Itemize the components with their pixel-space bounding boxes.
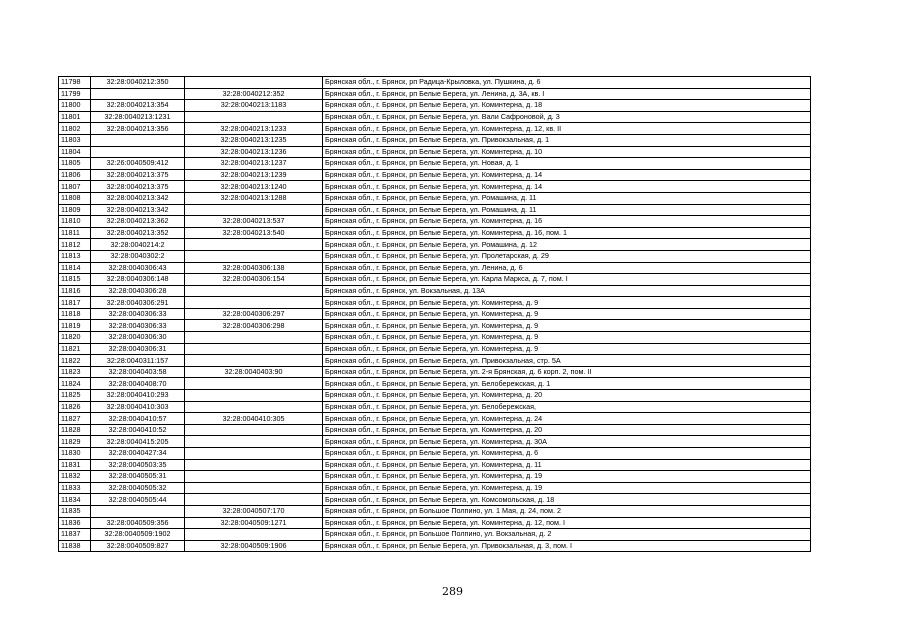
- table-row: [59, 262, 811, 274]
- row-number-cell: 11838: [59, 540, 91, 552]
- table-row: [59, 505, 811, 517]
- cadastral-number-cell: 32:28:0040410:303: [91, 401, 185, 413]
- cadastral-number-cell: 32:28:0040213:1231: [91, 111, 185, 123]
- address-cell: Брянская обл., г. Брянск, рп Белые Берега, ул. Коминтерна, д. 11: [323, 459, 811, 471]
- related-cadastral-number-cell: 32:28:0040306:138: [185, 262, 323, 274]
- row-number-cell: 11836: [59, 517, 91, 529]
- table-row: [59, 192, 811, 204]
- row-number-cell: 11822: [59, 355, 91, 367]
- row-number-cell: 11815: [59, 274, 91, 286]
- cadastral-number-cell: 32:28:0040505:31: [91, 471, 185, 483]
- table-row: [59, 471, 811, 483]
- cadastral-number-cell: 32:28:0040306:33: [91, 320, 185, 332]
- related-cadastral-number-cell: [185, 424, 323, 436]
- table-row: [59, 204, 811, 216]
- table-row: [59, 216, 811, 228]
- address-cell: Брянская обл., г. Брянск, рп Белые Берега, ул. Коминтерна, д. 9: [323, 297, 811, 309]
- row-number-cell: 11805: [59, 158, 91, 170]
- related-cadastral-number-cell: [185, 401, 323, 413]
- related-cadastral-number-cell: [185, 355, 323, 367]
- cadastral-number-cell: 32:28:0040410:293: [91, 390, 185, 402]
- cadastral-number-cell: 32:28:0040505:32: [91, 482, 185, 494]
- table-row: [59, 494, 811, 506]
- row-number-cell: 11804: [59, 146, 91, 158]
- table-row: [59, 436, 811, 448]
- table-row: [59, 169, 811, 181]
- cadastral-number-cell: 32:28:0040509:827: [91, 540, 185, 552]
- cadastral-number-cell: 32:28:0040306:43: [91, 262, 185, 274]
- related-cadastral-number-cell: 32:28:0040213:1240: [185, 181, 323, 193]
- related-cadastral-number-cell: [185, 482, 323, 494]
- table-row: [59, 343, 811, 355]
- register-table-body: [59, 77, 811, 552]
- table-row: [59, 355, 811, 367]
- address-cell: Брянская обл., г. Брянск, рп Белые Берега, ул. Белобережская, д. 1: [323, 378, 811, 390]
- address-cell: Брянская обл., г. Брянск, рп Белые Берега, ул. Ромашина, д. 11: [323, 204, 811, 216]
- address-cell: Брянская обл., г. Брянск, рп Белые Берега, ул. Коминтерна, д. 12, кв. II: [323, 123, 811, 135]
- row-number-cell: 11823: [59, 366, 91, 378]
- related-cadastral-number-cell: [185, 239, 323, 251]
- address-cell: Брянская обл., г. Брянск, рп Белые Берега, ул. Коминтерна, д. 16: [323, 216, 811, 228]
- cadastral-number-cell: 32:28:0040214:2: [91, 239, 185, 251]
- row-number-cell: 11821: [59, 343, 91, 355]
- table-row: [59, 332, 811, 344]
- table-row: [59, 285, 811, 297]
- row-number-cell: 11837: [59, 529, 91, 541]
- related-cadastral-number-cell: [185, 459, 323, 471]
- cadastral-number-cell: 32:28:0040306:30: [91, 332, 185, 344]
- related-cadastral-number-cell: [185, 77, 323, 89]
- related-cadastral-number-cell: 32:28:0040403:90: [185, 366, 323, 378]
- related-cadastral-number-cell: [185, 204, 323, 216]
- row-number-cell: 11827: [59, 413, 91, 425]
- table-row: [59, 413, 811, 425]
- table-row: [59, 529, 811, 541]
- related-cadastral-number-cell: 32:28:0040306:154: [185, 274, 323, 286]
- row-number-cell: 11820: [59, 332, 91, 344]
- table-row: [59, 274, 811, 286]
- address-cell: Брянская обл., г. Брянск, рп Белые Берега, ул. Ленина, д. 3А, кв. I: [323, 88, 811, 100]
- row-number-cell: 11801: [59, 111, 91, 123]
- cadastral-number-cell: 32:28:0040306:28: [91, 285, 185, 297]
- table-row: [59, 297, 811, 309]
- table-row: [59, 366, 811, 378]
- row-number-cell: 11830: [59, 448, 91, 460]
- table-row: [59, 320, 811, 332]
- row-number-cell: 11799: [59, 88, 91, 100]
- cadastral-number-cell: 32:28:0040427:34: [91, 448, 185, 460]
- cadastral-number-cell: 32:28:0040403:58: [91, 366, 185, 378]
- related-cadastral-number-cell: [185, 436, 323, 448]
- address-cell: Брянская обл., г. Брянск, рп Белые Берега, ул. Коминтерна, д. 19: [323, 482, 811, 494]
- related-cadastral-number-cell: 32:28:0040213:1236: [185, 146, 323, 158]
- address-cell: Брянская обл., г. Брянск, рп Белые Берега, ул. Коминтерна, д. 9: [323, 320, 811, 332]
- address-cell: Брянская обл., г. Брянск, рп Белые Берега, ул. Привокзальная, стр. 5А: [323, 355, 811, 367]
- table-row: [59, 459, 811, 471]
- address-cell: Брянская обл., г. Брянск, рп Белые Берега, ул. 2-я Брянская, д. 6 корп. 2, пом. II: [323, 366, 811, 378]
- address-cell: Брянская обл., г. Брянск, рп Белые Берега, ул. Белобережская,: [323, 401, 811, 413]
- address-cell: Брянская обл., г. Брянск, рп Большое Полпино, ул. Вокзальная, д. 2: [323, 529, 811, 541]
- register-table: [58, 76, 811, 552]
- cadastral-number-cell: 32:28:0040415:205: [91, 436, 185, 448]
- related-cadastral-number-cell: 32:28:0040410:305: [185, 413, 323, 425]
- related-cadastral-number-cell: [185, 343, 323, 355]
- address-cell: Брянская обл., г. Брянск, рп Белые Берега, ул. Комсомольская, д. 18: [323, 494, 811, 506]
- address-cell: Брянская обл., г. Брянск, рп Белые Берега, ул. Привокзальная, д. 3, пом. I: [323, 540, 811, 552]
- address-cell: Брянская обл., г. Брянск, рп Белые Берега, ул. Ленина, д. 6: [323, 262, 811, 274]
- row-number-cell: 11832: [59, 471, 91, 483]
- row-number-cell: 11819: [59, 320, 91, 332]
- table-row: [59, 250, 811, 262]
- row-number-cell: 11828: [59, 424, 91, 436]
- related-cadastral-number-cell: [185, 448, 323, 460]
- cadastral-number-cell: 32:28:0040509:356: [91, 517, 185, 529]
- address-cell: Брянская обл., г. Брянск, рп Белые Берега, ул. Коминтерна, д. 20: [323, 390, 811, 402]
- table-row: [59, 448, 811, 460]
- address-cell: Брянская обл., г. Брянск, рп Белые Берега, ул. Коминтерна, д. 10: [323, 146, 811, 158]
- table-row: [59, 77, 811, 89]
- cadastral-number-cell: 32:28:0040408:70: [91, 378, 185, 390]
- related-cadastral-number-cell: 32:28:0040509:1271: [185, 517, 323, 529]
- address-cell: Брянская обл., г. Брянск, рп Белые Берега, ул. Коминтерна, д. 19: [323, 471, 811, 483]
- table-row: [59, 517, 811, 529]
- cadastral-number-cell: 32:28:0040306:291: [91, 297, 185, 309]
- cadastral-number-cell: 32:28:0040509:1902: [91, 529, 185, 541]
- related-cadastral-number-cell: [185, 285, 323, 297]
- cadastral-number-cell: 32:28:0040306:31: [91, 343, 185, 355]
- cadastral-number-cell: 32:28:0040213:352: [91, 227, 185, 239]
- cadastral-number-cell: 32:28:0040503:35: [91, 459, 185, 471]
- address-cell: Брянская обл., г. Брянск, рп Белые Берега, ул. Вали Сафроновой, д. 3: [323, 111, 811, 123]
- related-cadastral-number-cell: 32:28:0040213:537: [185, 216, 323, 228]
- related-cadastral-number-cell: [185, 332, 323, 344]
- address-cell: Брянская обл., г. Брянск, рп Белые Берега, ул. Коминтерна, д. 9: [323, 332, 811, 344]
- row-number-cell: 11798: [59, 77, 91, 89]
- related-cadastral-number-cell: 32:28:0040213:540: [185, 227, 323, 239]
- table-row: [59, 100, 811, 112]
- cadastral-number-cell: 32:28:0040213:342: [91, 204, 185, 216]
- related-cadastral-number-cell: 32:28:0040213:1233: [185, 123, 323, 135]
- address-cell: Брянская обл., г. Брянск, рп Радица-Крыловка, ул. Пушкина, д. 6: [323, 77, 811, 89]
- cadastral-number-cell: 32:28:0040306:148: [91, 274, 185, 286]
- cadastral-number-cell: 32:28:0040213:375: [91, 181, 185, 193]
- address-cell: Брянская обл., г. Брянск, рп Белые Берега, ул. Коминтерна, д. 30А: [323, 436, 811, 448]
- address-cell: Брянская обл., г. Брянск, рп Белые Берега, ул. Коминтерна, д. 14: [323, 181, 811, 193]
- cadastral-number-cell: [91, 88, 185, 100]
- related-cadastral-number-cell: 32:28:0040213:1239: [185, 169, 323, 181]
- row-number-cell: 11813: [59, 250, 91, 262]
- row-number-cell: 11802: [59, 123, 91, 135]
- cadastral-number-cell: 32:28:0040212:350: [91, 77, 185, 89]
- address-cell: Брянская обл., г. Брянск, рп Белые Берега, ул. Карла Маркса, д. 7, пом. I: [323, 274, 811, 286]
- cadastral-number-cell: 32:28:0040410:52: [91, 424, 185, 436]
- row-number-cell: 11808: [59, 192, 91, 204]
- related-cadastral-number-cell: 32:28:0040507:170: [185, 505, 323, 517]
- row-number-cell: 11826: [59, 401, 91, 413]
- related-cadastral-number-cell: 32:28:0040306:298: [185, 320, 323, 332]
- row-number-cell: 11825: [59, 390, 91, 402]
- address-cell: Брянская обл., г. Брянск, рп Белые Берега, ул. Коминтерна, д. 9: [323, 343, 811, 355]
- row-number-cell: 11834: [59, 494, 91, 506]
- row-number-cell: 11812: [59, 239, 91, 251]
- row-number-cell: 11800: [59, 100, 91, 112]
- row-number-cell: 11835: [59, 505, 91, 517]
- table-row: [59, 308, 811, 320]
- cadastral-number-cell: 32:28:0040213:356: [91, 123, 185, 135]
- cadastral-number-cell: 32:28:0040311:157: [91, 355, 185, 367]
- related-cadastral-number-cell: 32:28:0040306:297: [185, 308, 323, 320]
- table-row: [59, 424, 811, 436]
- table-row: [59, 540, 811, 552]
- cadastral-number-cell: 32:28:0040213:342: [91, 192, 185, 204]
- table-row: [59, 378, 811, 390]
- table-row: [59, 239, 811, 251]
- table-row: [59, 88, 811, 100]
- cadastral-number-cell: 32:28:0040213:362: [91, 216, 185, 228]
- related-cadastral-number-cell: [185, 378, 323, 390]
- row-number-cell: 11833: [59, 482, 91, 494]
- cadastral-number-cell: 32:26:0040509:412: [91, 158, 185, 170]
- related-cadastral-number-cell: 32:28:0040212:352: [185, 88, 323, 100]
- cadastral-number-cell: 32:28:0040410:57: [91, 413, 185, 425]
- cadastral-number-cell: 32:28:0040306:33: [91, 308, 185, 320]
- address-cell: Брянская обл., г. Брянск, рп Белые Берега, ул. Привокзальная, д. 1: [323, 134, 811, 146]
- row-number-cell: 11806: [59, 169, 91, 181]
- address-cell: Брянская обл., г. Брянск, рп Белые Берега, ул. Коминтерна, д. 6: [323, 448, 811, 460]
- address-cell: Брянская обл., г. Брянск, рп Белые Берега, ул. Ромашина, д. 12: [323, 239, 811, 251]
- address-cell: Брянская обл., г. Брянск, рп Белые Берега, ул. Коминтерна, д. 18: [323, 100, 811, 112]
- row-number-cell: 11809: [59, 204, 91, 216]
- address-cell: Брянская обл., г. Брянск, рп Белые Берега, ул. Коминтерна, д. 24: [323, 413, 811, 425]
- address-cell: Брянская обл., г. Брянск, рп Большое Полпино, ул. 1 Мая, д. 24, пом. 2: [323, 505, 811, 517]
- table-row: [59, 401, 811, 413]
- cadastral-number-cell: [91, 505, 185, 517]
- table-row: [59, 181, 811, 193]
- address-cell: Брянская обл., г. Брянск, рп Белые Берега, ул. Ромашина, д. 11: [323, 192, 811, 204]
- address-cell: Брянская обл., г. Брянск, рп Белые Берега, ул. Пролетарская, д. 29: [323, 250, 811, 262]
- table-row: [59, 111, 811, 123]
- related-cadastral-number-cell: 32:28:0040213:1235: [185, 134, 323, 146]
- row-number-cell: 11816: [59, 285, 91, 297]
- related-cadastral-number-cell: [185, 471, 323, 483]
- related-cadastral-number-cell: [185, 529, 323, 541]
- related-cadastral-number-cell: [185, 494, 323, 506]
- cadastral-number-cell: [91, 146, 185, 158]
- row-number-cell: 11831: [59, 459, 91, 471]
- address-cell: Брянская обл., г. Брянск, рп Белые Берега, ул. Коминтерна, д. 12, пом. I: [323, 517, 811, 529]
- table-row: [59, 390, 811, 402]
- row-number-cell: 11803: [59, 134, 91, 146]
- row-number-cell: 11814: [59, 262, 91, 274]
- table-row: [59, 134, 811, 146]
- related-cadastral-number-cell: 32:28:0040213:1237: [185, 158, 323, 170]
- row-number-cell: 11807: [59, 181, 91, 193]
- cadastral-number-cell: 32:28:0040213:375: [91, 169, 185, 181]
- row-number-cell: 11818: [59, 308, 91, 320]
- related-cadastral-number-cell: [185, 111, 323, 123]
- row-number-cell: 11829: [59, 436, 91, 448]
- address-cell: Брянская обл., г. Брянск, ул. Вокзальная, д. 13А: [323, 285, 811, 297]
- row-number-cell: 11817: [59, 297, 91, 309]
- address-cell: Брянская обл., г. Брянск, рп Белые Берега, ул. Коминтерна, д. 9: [323, 308, 811, 320]
- cadastral-number-cell: 32:28:0040302:2: [91, 250, 185, 262]
- row-number-cell: 11824: [59, 378, 91, 390]
- cadastral-number-cell: 32:28:0040213:354: [91, 100, 185, 112]
- cadastral-number-cell: [91, 134, 185, 146]
- related-cadastral-number-cell: [185, 250, 323, 262]
- related-cadastral-number-cell: 32:28:0040509:1906: [185, 540, 323, 552]
- related-cadastral-number-cell: [185, 297, 323, 309]
- address-cell: Брянская обл., г. Брянск, рп Белые Берега, ул. Коминтерна, д. 16, пом. 1: [323, 227, 811, 239]
- table-row: [59, 227, 811, 239]
- related-cadastral-number-cell: [185, 390, 323, 402]
- table-row: [59, 158, 811, 170]
- cadastral-number-cell: 32:28:0040505:44: [91, 494, 185, 506]
- table-row: [59, 146, 811, 158]
- related-cadastral-number-cell: 32:28:0040213:1288: [185, 192, 323, 204]
- page-number: 289: [442, 585, 463, 598]
- address-cell: Брянская обл., г. Брянск, рп Белые Берега, ул. Новая, д. 1: [323, 158, 811, 170]
- table-row: [59, 482, 811, 494]
- row-number-cell: 11811: [59, 227, 91, 239]
- row-number-cell: 11810: [59, 216, 91, 228]
- address-cell: Брянская обл., г. Брянск, рп Белые Берега, ул. Коминтерна, д. 20: [323, 424, 811, 436]
- related-cadastral-number-cell: 32:28:0040213:1183: [185, 100, 323, 112]
- table-row: [59, 123, 811, 135]
- address-cell: Брянская обл., г. Брянск, рп Белые Берега, ул. Коминтерна, д. 14: [323, 169, 811, 181]
